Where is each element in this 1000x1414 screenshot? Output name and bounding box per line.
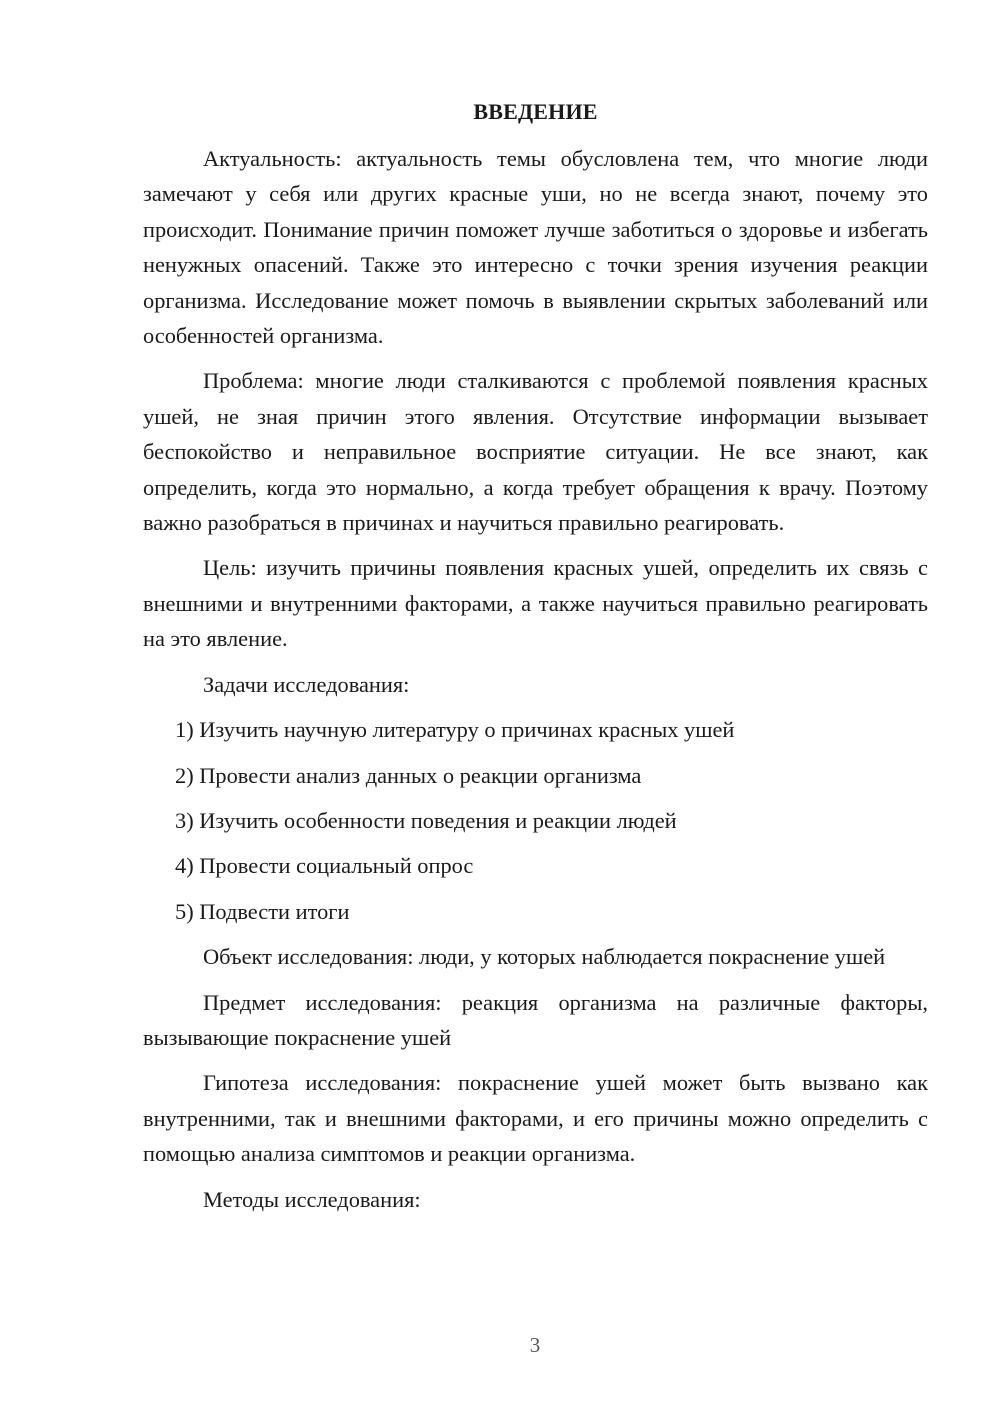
section-title: ВВЕДЕНИЕ <box>473 99 598 124</box>
relevance-paragraph: Актуальность: актуальность темы обусловлена тем, что многие люди замечают у себя или других красные уши, но не всегда знают, почему это происходит. Понимание причин поможет лучше заботиться о здоровье и избегать ненужных опасений. Также это интересно с точки зрения изучения реакции организма. Исследование может помочь в выявлении скрытых заболеваний или особенностей организма. <box>143 146 928 349</box>
hypothesis-paragraph: Гипотеза исследования: покраснение ушей может быть вызвано как внутренними, так и внешними факторами, и его причины можно определить с помощью анализа симптомов и реакции организма. <box>143 1070 928 1167</box>
subject-paragraph: Предмет исследования: реакция организма на различные факторы, вызывающие покраснение ушей <box>143 989 928 1050</box>
list-item: 2) Провести анализ данных о реакции организма <box>175 762 642 788</box>
page-number: 3 <box>529 1333 541 1357</box>
problem-paragraph: Проблема: многие люди сталкиваются с проблемой появления красных ушей, не зная причин этого явления. Отсутствие информации вызывает беспокойство и неправильное восприятие ситуации. Не все знают, как определить, когда это нормально, а когда требует обращения к врачу. Поэтому важно разобраться в причинах и научиться правильно реагировать. <box>143 368 928 536</box>
list-item: 1) Изучить научную литературу о причинах красных ушей <box>175 717 735 743</box>
list-item: 4) Провести социальный опрос <box>175 853 474 879</box>
document-page <box>143 94 928 1227</box>
list-item: 5) Подвести итоги <box>175 898 350 924</box>
goal-paragraph: Цель: изучить причины появления красных ушей, определить их связь с внешними и внутренними факторами, а также научиться правильно реагировать на это явление. <box>143 555 928 652</box>
task-list <box>143 712 928 929</box>
object-paragraph: Объект исследования: люди, у которых наблюдается покраснение ушей <box>203 944 886 970</box>
list-item: 3) Изучить особенности поведения и реакции людей <box>175 807 677 833</box>
tasks-heading: Задачи исследования: <box>203 671 410 697</box>
methods-heading: Методы исследования: <box>203 1186 421 1212</box>
